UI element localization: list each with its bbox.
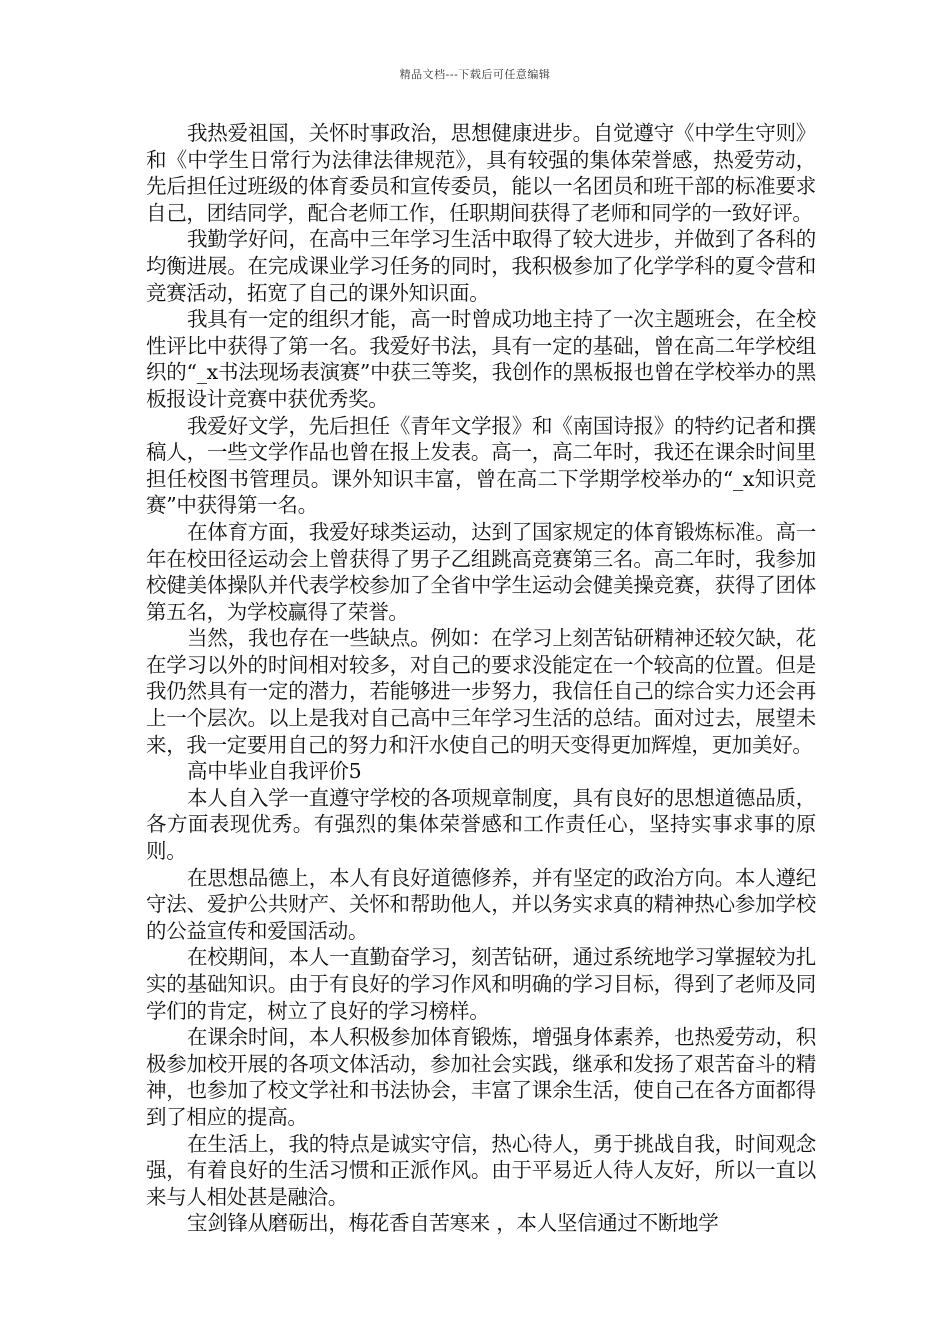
paragraph: 宝剑锋从磨砺出，梅花香自苦寒来 ，本人坚信通过不断地学	[187, 1211, 719, 1236]
paragraph: 我勤学好问，在高中三年学习生活中取得了较大进步，并做到了各科的均衡进展。在完成课业学习任务的同时，我积极参加了化学学科的夏令营和竞赛活动，拓宽了自己的课外知识面。	[146, 227, 816, 305]
paragraph: 在思想品德上，本人有良好道德修养，并有坚定的政治方向。本人遵纪守法、爱护公共财产、关怀和帮助他人，并以务实求真的精神热心参加学校的公益宣传和爱国活动。	[146, 865, 816, 943]
paragraph: 在课余时间，本人积极参加体育锻炼，增强身体素养，也热爱劳动，积极参加校开展的各项文体活动，参加社会实践，继承和发扬了艰苦奋斗的精神，也参加了校文学社和书法协会，丰富了课余生活，使自己在各方面都得到了相应的提高。	[146, 1025, 816, 1129]
paragraph: 我爱好文学，先后担任《青年文学报》和《南国诗报》的特约记者和撰稿人，一些文学作品也曾在报上发表。高一，高二年时，我还在课余时间里担任校图书管理员。课外知识丰富，曾在高二下学期学校举办的“_x知识竞赛”中获得第一名。	[146, 413, 816, 518]
document-body	[146, 120, 816, 1237]
page-header: 精品文档---下载后可任意编辑	[399, 68, 551, 81]
paragraph: 在校期间，本人一直勤奋学习，刻苦钻研，通过系统地学习掌握较为扎实的基础知识。由于有良好的学习作风和明确的学习目标，得到了老师及同学们的肯定，树立了良好的学习榜样。	[146, 945, 816, 1023]
paragraph: 在体育方面，我爱好球类运动，达到了国家规定的体育锻炼标准。高一年在校田径运动会上曾获得了男子乙组跳高竞赛第三名。高二年时，我参加校健美体操队并代表学校参加了全省中学生运动会健美操竞赛，获得了团体第五名，为学校赢得了荣誉。	[146, 519, 816, 624]
paragraph: 我具有一定的组织才能，高一时曾成功地主持了一次主题班会，在全校性评比中获得了第一名。我爱好书法，具有一定的基础，曾在高二年学校组织的“_x书法现场表演赛”中获三等奖，我创作的黑板报也曾在学校举办的黑板报设计竞赛中获优秀奖。	[146, 307, 816, 411]
paragraph: 我热爱祖国，关怀时事政治，思想健康进步。自觉遵守《中学生守则》和《中学生日常行为法律法律规范》，具有较强的集体荣誉感，热爱劳动，先后担任过班级的体育委员和宣传委员，能以一名团员和班干部的标准要求自己，团结同学，配合老师工作，任职期间获得了老师和同学的一致好评。	[146, 121, 816, 225]
section-heading: 高中毕业自我评价5	[187, 759, 362, 784]
paragraph: 本人自入学一直遵守学校的各项规章制度，具有良好的思想道德品质，各方面表现优秀。有强烈的集体荣誉感和工作责任心，坚持实事求事的原则。	[146, 785, 816, 864]
paragraph: 在生活上，我的特点是诚实守信，热心待人，勇于挑战自我，时间观念强，有着良好的生活习惯和正派作风。由于平易近人待人友好，所以一直以来与人相处甚是融洽。	[146, 1131, 816, 1209]
paragraph: 当然，我也存在一些缺点。例如：在学习上刻苦钻研精神还较欠缺，花在学习以外的时间相对较多，对自己的要求没能定在一个较高的位置。但是我仍然具有一定的潜力，若能够进一步努力，我信任自己的综合实力还会再上一个层次。以上是我对自己高中三年学习生活的总结。面对过去，展望未来，我一定要用自己的努力和汗水使自己的明天变得更加辉煌，更加美好。	[146, 626, 816, 757]
